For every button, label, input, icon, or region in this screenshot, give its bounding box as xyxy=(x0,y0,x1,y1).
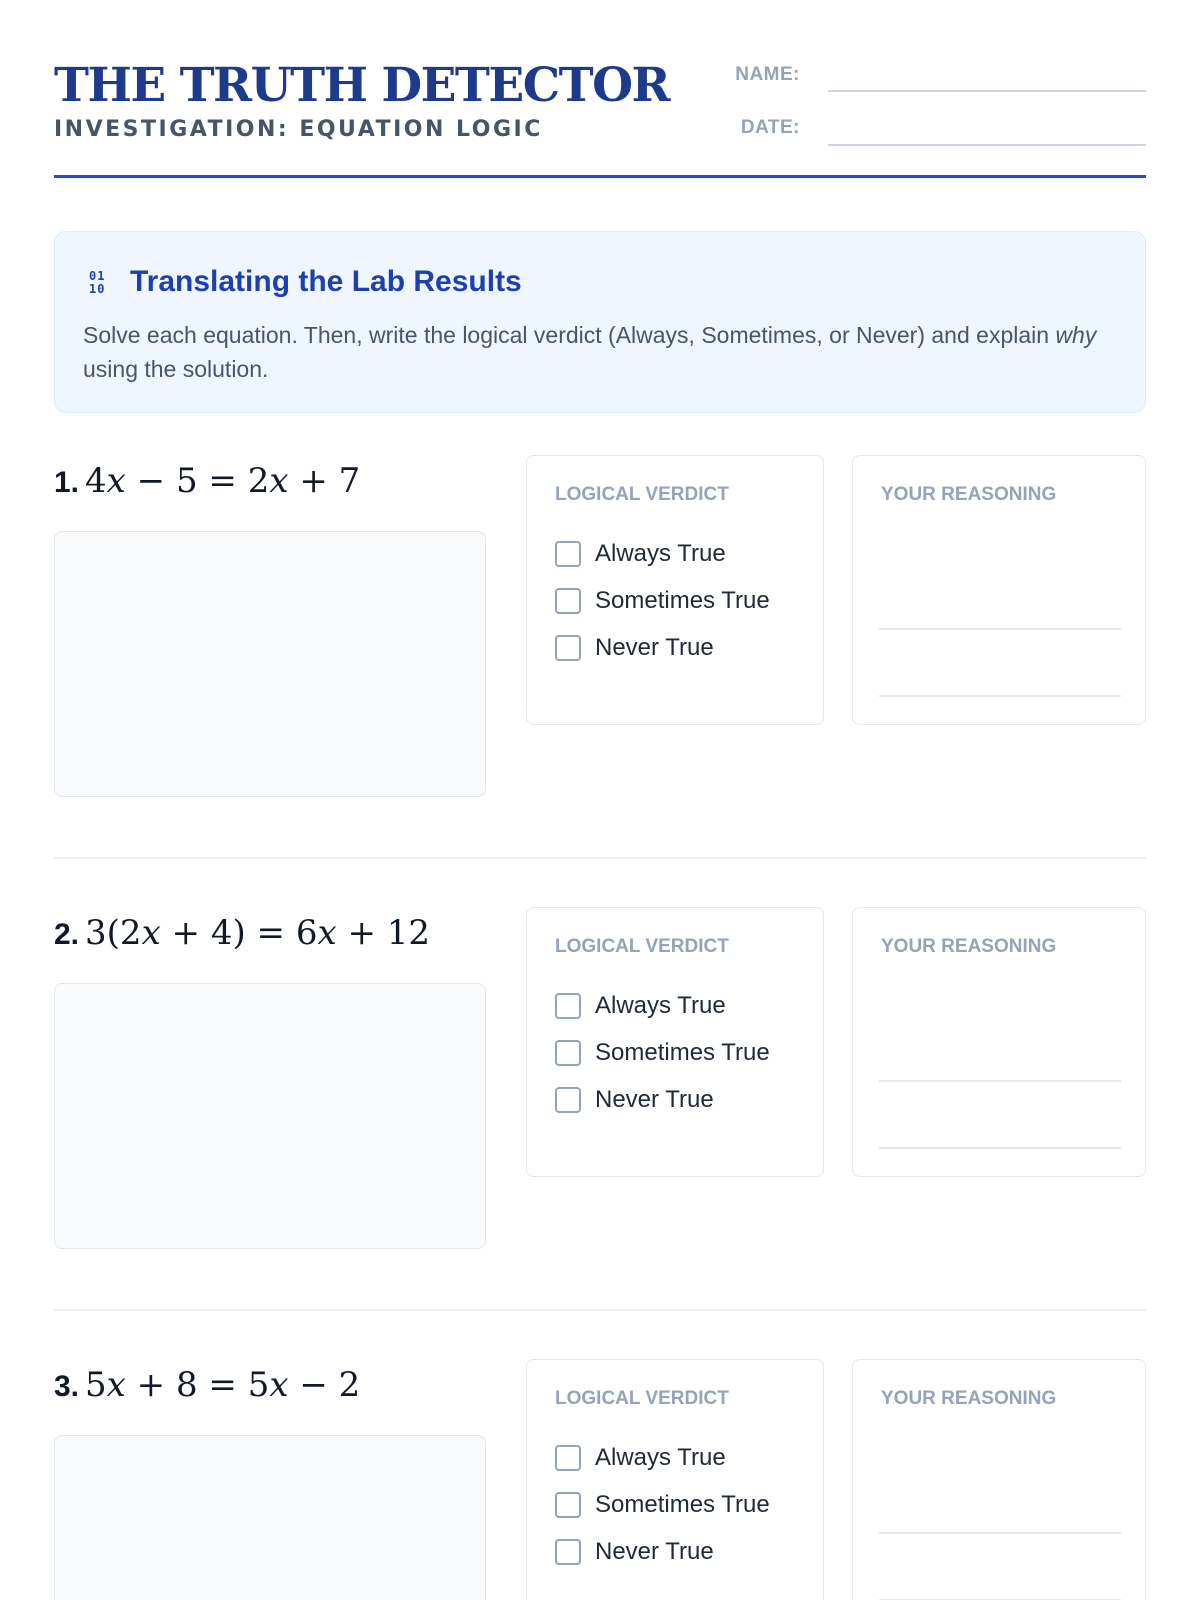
option-label: Sometimes True xyxy=(595,1039,770,1066)
section-divider xyxy=(54,857,1146,859)
option-never-true[interactable] xyxy=(555,1538,815,1566)
option-label: Sometimes True xyxy=(595,1491,770,1518)
option-always-true[interactable] xyxy=(555,992,815,1020)
binary-icon: 01 10 xyxy=(89,269,106,296)
option-label: Always True xyxy=(595,1444,726,1471)
checkbox[interactable] xyxy=(555,1040,581,1066)
page-subtitle: INVESTIGATION: EQUATION LOGIC xyxy=(54,117,543,142)
option-sometimes-true[interactable] xyxy=(555,1039,815,1067)
work-area[interactable] xyxy=(54,983,486,1249)
option-label: Never True xyxy=(595,634,714,661)
option-sometimes-true[interactable] xyxy=(555,587,815,615)
equation-text: 5x + 8 = 5x − 2 xyxy=(85,1365,361,1405)
verdict-label: LOGICAL VERDICT xyxy=(555,484,729,505)
name-label: NAME: xyxy=(735,64,800,85)
checkbox[interactable] xyxy=(555,635,581,661)
option-label: Always True xyxy=(595,992,726,1019)
worksheet-header xyxy=(54,0,1146,178)
problem-number: 3. xyxy=(54,1370,80,1403)
verdict-label: LOGICAL VERDICT xyxy=(555,1388,729,1409)
date-field[interactable] xyxy=(828,144,1146,146)
option-sometimes-true[interactable] xyxy=(555,1491,815,1519)
option-never-true[interactable] xyxy=(555,634,815,662)
reasoning-card[interactable] xyxy=(852,455,1146,725)
logical-verdict-card xyxy=(526,1359,824,1600)
instructions-box xyxy=(54,231,1146,413)
reasoning-label: YOUR REASONING xyxy=(881,936,1057,957)
work-area[interactable] xyxy=(54,531,486,797)
name-field[interactable] xyxy=(828,90,1146,92)
checkbox[interactable] xyxy=(555,993,581,1019)
option-label: Never True xyxy=(595,1086,714,1113)
work-area[interactable] xyxy=(54,1435,486,1600)
reasoning-line[interactable] xyxy=(879,695,1121,697)
verdict-label: LOGICAL VERDICT xyxy=(555,936,729,957)
problem-number: 2. xyxy=(54,918,80,951)
instructions-text: Solve each equation. Then, write the logical verdict (Always, Sometimes, or Never) and explain why using the solution. xyxy=(83,322,1097,382)
checkbox[interactable] xyxy=(555,541,581,567)
page-title: THE TRUTH DETECTOR xyxy=(54,58,670,113)
instructions-title: Translating the Lab Results xyxy=(130,265,522,298)
section-divider xyxy=(54,1309,1146,1311)
checkbox[interactable] xyxy=(555,1492,581,1518)
option-never-true[interactable] xyxy=(555,1086,815,1114)
option-label: Sometimes True xyxy=(595,587,770,614)
logical-verdict-card xyxy=(526,455,824,725)
reasoning-label: YOUR REASONING xyxy=(881,1388,1057,1409)
problem-3 xyxy=(54,1359,1146,1600)
problem-equation xyxy=(54,461,360,501)
emphasis-why: why xyxy=(1055,322,1097,348)
equation-text: 3(2x + 4) = 6x + 12 xyxy=(85,913,431,953)
problem-equation xyxy=(54,913,430,953)
option-label: Always True xyxy=(595,540,726,567)
option-label: Never True xyxy=(595,1538,714,1565)
logical-verdict-card xyxy=(526,907,824,1177)
equation-text: 4x − 5 = 2x + 7 xyxy=(85,461,361,501)
reasoning-line[interactable] xyxy=(879,1147,1121,1149)
checkbox[interactable] xyxy=(555,1445,581,1471)
problem-1 xyxy=(54,455,1146,907)
reasoning-line[interactable] xyxy=(879,1080,1121,1082)
checkbox[interactable] xyxy=(555,588,581,614)
checkbox[interactable] xyxy=(555,1087,581,1113)
date-label: DATE: xyxy=(740,117,800,138)
problem-equation xyxy=(54,1365,360,1405)
option-always-true[interactable] xyxy=(555,1444,815,1472)
reasoning-line[interactable] xyxy=(879,1532,1121,1534)
reasoning-label: YOUR REASONING xyxy=(881,484,1057,505)
problem-number: 1. xyxy=(54,466,80,499)
reasoning-card[interactable] xyxy=(852,907,1146,1177)
worksheet-page xyxy=(54,0,1146,1600)
reasoning-line[interactable] xyxy=(879,628,1121,630)
reasoning-card[interactable] xyxy=(852,1359,1146,1600)
problem-2 xyxy=(54,907,1146,1359)
option-always-true[interactable] xyxy=(555,540,815,568)
checkbox[interactable] xyxy=(555,1539,581,1565)
